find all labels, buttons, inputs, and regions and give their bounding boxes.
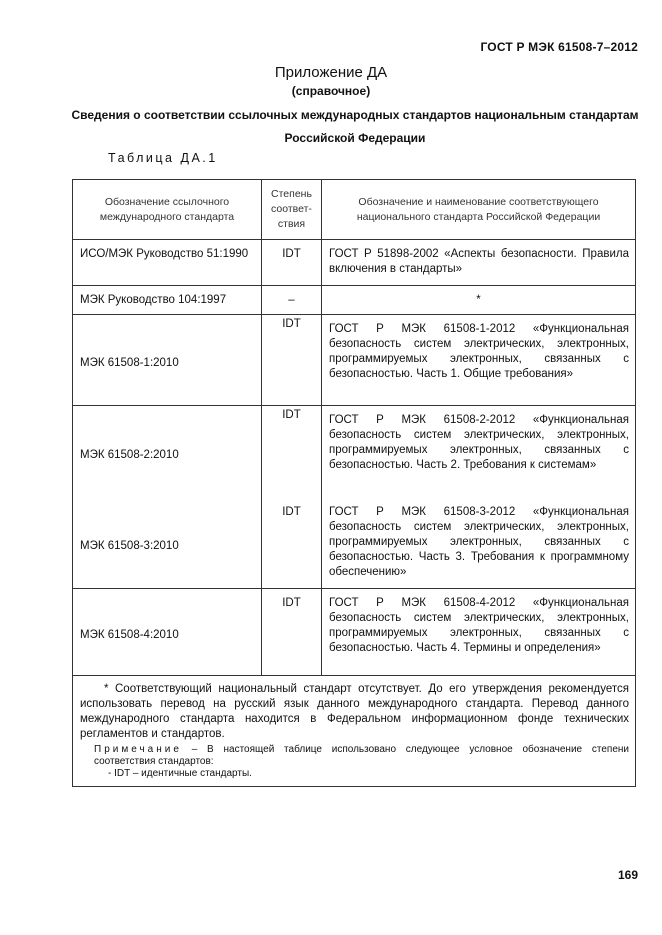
table-row (73, 589, 636, 676)
column-header-degree: Степень соответ-ствия (262, 180, 322, 240)
column-header-intl: Обозначение ссылочного международного стандарта (73, 180, 262, 240)
national-standard-cell: ГОСТ Р МЭК 61508-3-2012 «Функциональная безопасность систем электрических, электронных, программируемых электронных, связанных с безопасностью. Часть 3. Требования к программному обеспечению» (322, 498, 636, 589)
section-title: Сведения о соответствии ссылочных международных стандартов национальным стандартам Российской Федерации (71, 108, 639, 145)
intl-standard-cell: МЭК 61508-2:2010 (73, 406, 262, 498)
table-caption: Таблица ДА.1 (108, 151, 218, 165)
footnote-text: * Соответствующий национальный стандарт отсутствует. До его утверждения рекомендуется использовать перевод на русский язык данного международного стандарта. Перевод данного международного стандарта находится в Федеральном информационном фонде технических регламентов и стандартов. (80, 683, 629, 740)
intl-standard-cell: МЭК 61508-4:2010 (73, 589, 262, 676)
note-item: - IDT – идентичные стандарты. (108, 768, 252, 779)
table-row (73, 498, 636, 589)
appendix-title: Приложение ДА (274, 64, 388, 81)
degree-cell: IDT (262, 406, 322, 498)
note-text: – В настоящей таблице использовано следующее условное обозначение степени соответствия стандартов: (94, 744, 629, 767)
intl-standard-cell: ИСО/МЭК Руководство 51:1990 (73, 240, 262, 286)
national-standard-cell: ГОСТ Р МЭК 61508-1-2012 «Функциональная безопасность систем электрических, электронных, программируемых электронных, связанных с безопасностью. Часть 1. Общие требования» (322, 315, 636, 406)
national-standard-cell: * (322, 286, 636, 315)
degree-cell: IDT (262, 498, 322, 589)
appendix-subtitle: (справочное) (291, 84, 371, 98)
page-number: 169 (617, 868, 638, 882)
intl-standard-cell: МЭК Руководство 104:1997 (73, 286, 262, 315)
table-row (73, 286, 636, 315)
degree-cell: IDT (262, 240, 322, 286)
column-header-national: Обозначение и наименование соответствующего национального стандарта Российской Федерации (322, 180, 636, 240)
table-footnote-row (73, 676, 636, 787)
intl-standard-cell: МЭК 61508-3:2010 (73, 498, 262, 589)
degree-cell: – (262, 286, 322, 315)
national-standard-cell: ГОСТ Р МЭК 61508-2-2012 «Функциональная безопасность систем электрических, электронных, программируемых электронных, связанных с безопасностью. Часть 2. Требования к системам» (322, 406, 636, 498)
table-header-row (73, 180, 636, 240)
intl-standard-cell: МЭК 61508-1:2010 (73, 315, 262, 406)
national-standard-cell: ГОСТ Р 51898-2002 «Аспекты безопасности. Правила включения в стандарты» (322, 240, 636, 286)
table-row (73, 315, 636, 406)
table-row (73, 240, 636, 286)
national-standard-cell: ГОСТ Р МЭК 61508-4-2012 «Функциональная безопасность систем электрических, электронных, программируемых электронных, связанных с безопасностью. Часть 4. Термины и определения» (322, 589, 636, 676)
document-header: ГОСТ Р МЭК 61508-7–2012 (480, 40, 638, 54)
degree-cell: IDT (262, 589, 322, 676)
table-note (80, 744, 629, 768)
table-footnote (73, 676, 636, 787)
correspondence-table (72, 179, 636, 787)
table-row (73, 406, 636, 498)
degree-cell: IDT (262, 315, 322, 406)
note-label: Примечание (94, 744, 182, 755)
